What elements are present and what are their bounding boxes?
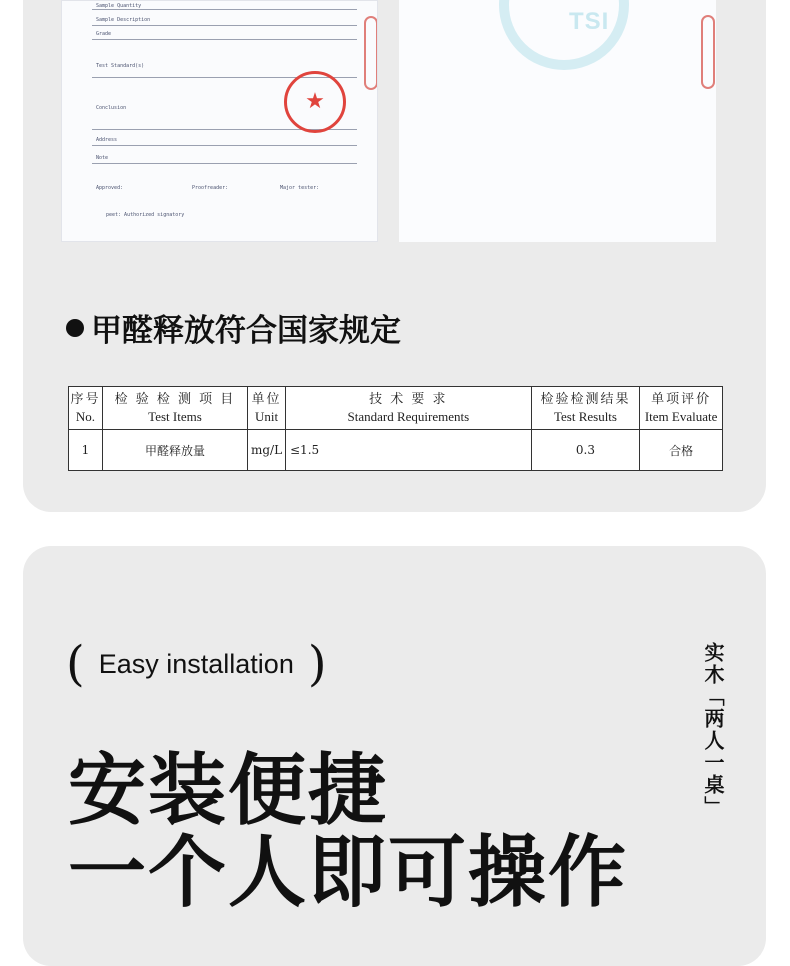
table-cell-item: 甲醛释放量 [102, 430, 247, 471]
section-title: 甲醛释放符合国家规定 [91, 313, 401, 349]
table-cell-unit: mg/L [248, 430, 286, 471]
install-title-line1: 安装便捷 [68, 746, 389, 836]
install-title-line2: 一个人即可操作 [68, 828, 629, 918]
official-seal [284, 71, 346, 133]
table-cell-result: 0.3 [531, 430, 639, 471]
close-paren: ) [307, 636, 327, 692]
side-stamp [701, 15, 715, 89]
test-result-table [68, 386, 723, 471]
open-paren: ( [66, 636, 85, 692]
table-header: 检 验 检 测 项 目 Test Items [102, 387, 247, 430]
table-header: 检验检测结果 Test Results [531, 387, 639, 430]
table-header: 技 术 要 求 Standard Requirements [286, 387, 532, 430]
test-report-scan [61, 0, 378, 242]
table-cell-evaluate: 合格 [640, 430, 723, 471]
report-label: Grade [96, 31, 112, 37]
table-header-row [69, 387, 723, 430]
table-header: 单项评价 Item Evaluate [640, 387, 723, 430]
table-header: 序号 No. [69, 387, 103, 430]
report-label: Major tester: [280, 185, 320, 191]
install-subtitle [66, 636, 327, 692]
table-cell-requirement: ≤1.5 [286, 430, 532, 471]
tsi-logo-card [399, 0, 716, 242]
report-label: Sample Description [96, 17, 151, 23]
section-heading [66, 305, 401, 350]
tsi-logo-icon [499, 0, 629, 70]
star-icon: ★ [305, 89, 325, 114]
table-cell-no: 1 [69, 430, 103, 471]
tsi-logo-text: TSI [569, 8, 610, 35]
side-stamp [364, 16, 378, 90]
brand-vertical-label: 实木「两人一桌」 [701, 642, 725, 818]
install-subtitle-text: Easy installation [98, 648, 294, 679]
report-label: Address [96, 137, 118, 143]
table-row [69, 430, 723, 471]
report-label: peet: Authorized signatory [106, 212, 185, 218]
report-label: Note [96, 155, 109, 161]
report-label: Approved: [96, 185, 124, 191]
report-label: Proofreader: [192, 185, 229, 191]
report-label: Test Standard(s) [96, 63, 145, 69]
bullet-icon [66, 319, 84, 337]
report-label: Sample Quantity [96, 3, 142, 9]
table-header: 单位 Unit [248, 387, 286, 430]
report-label: Conclusion [96, 105, 127, 111]
